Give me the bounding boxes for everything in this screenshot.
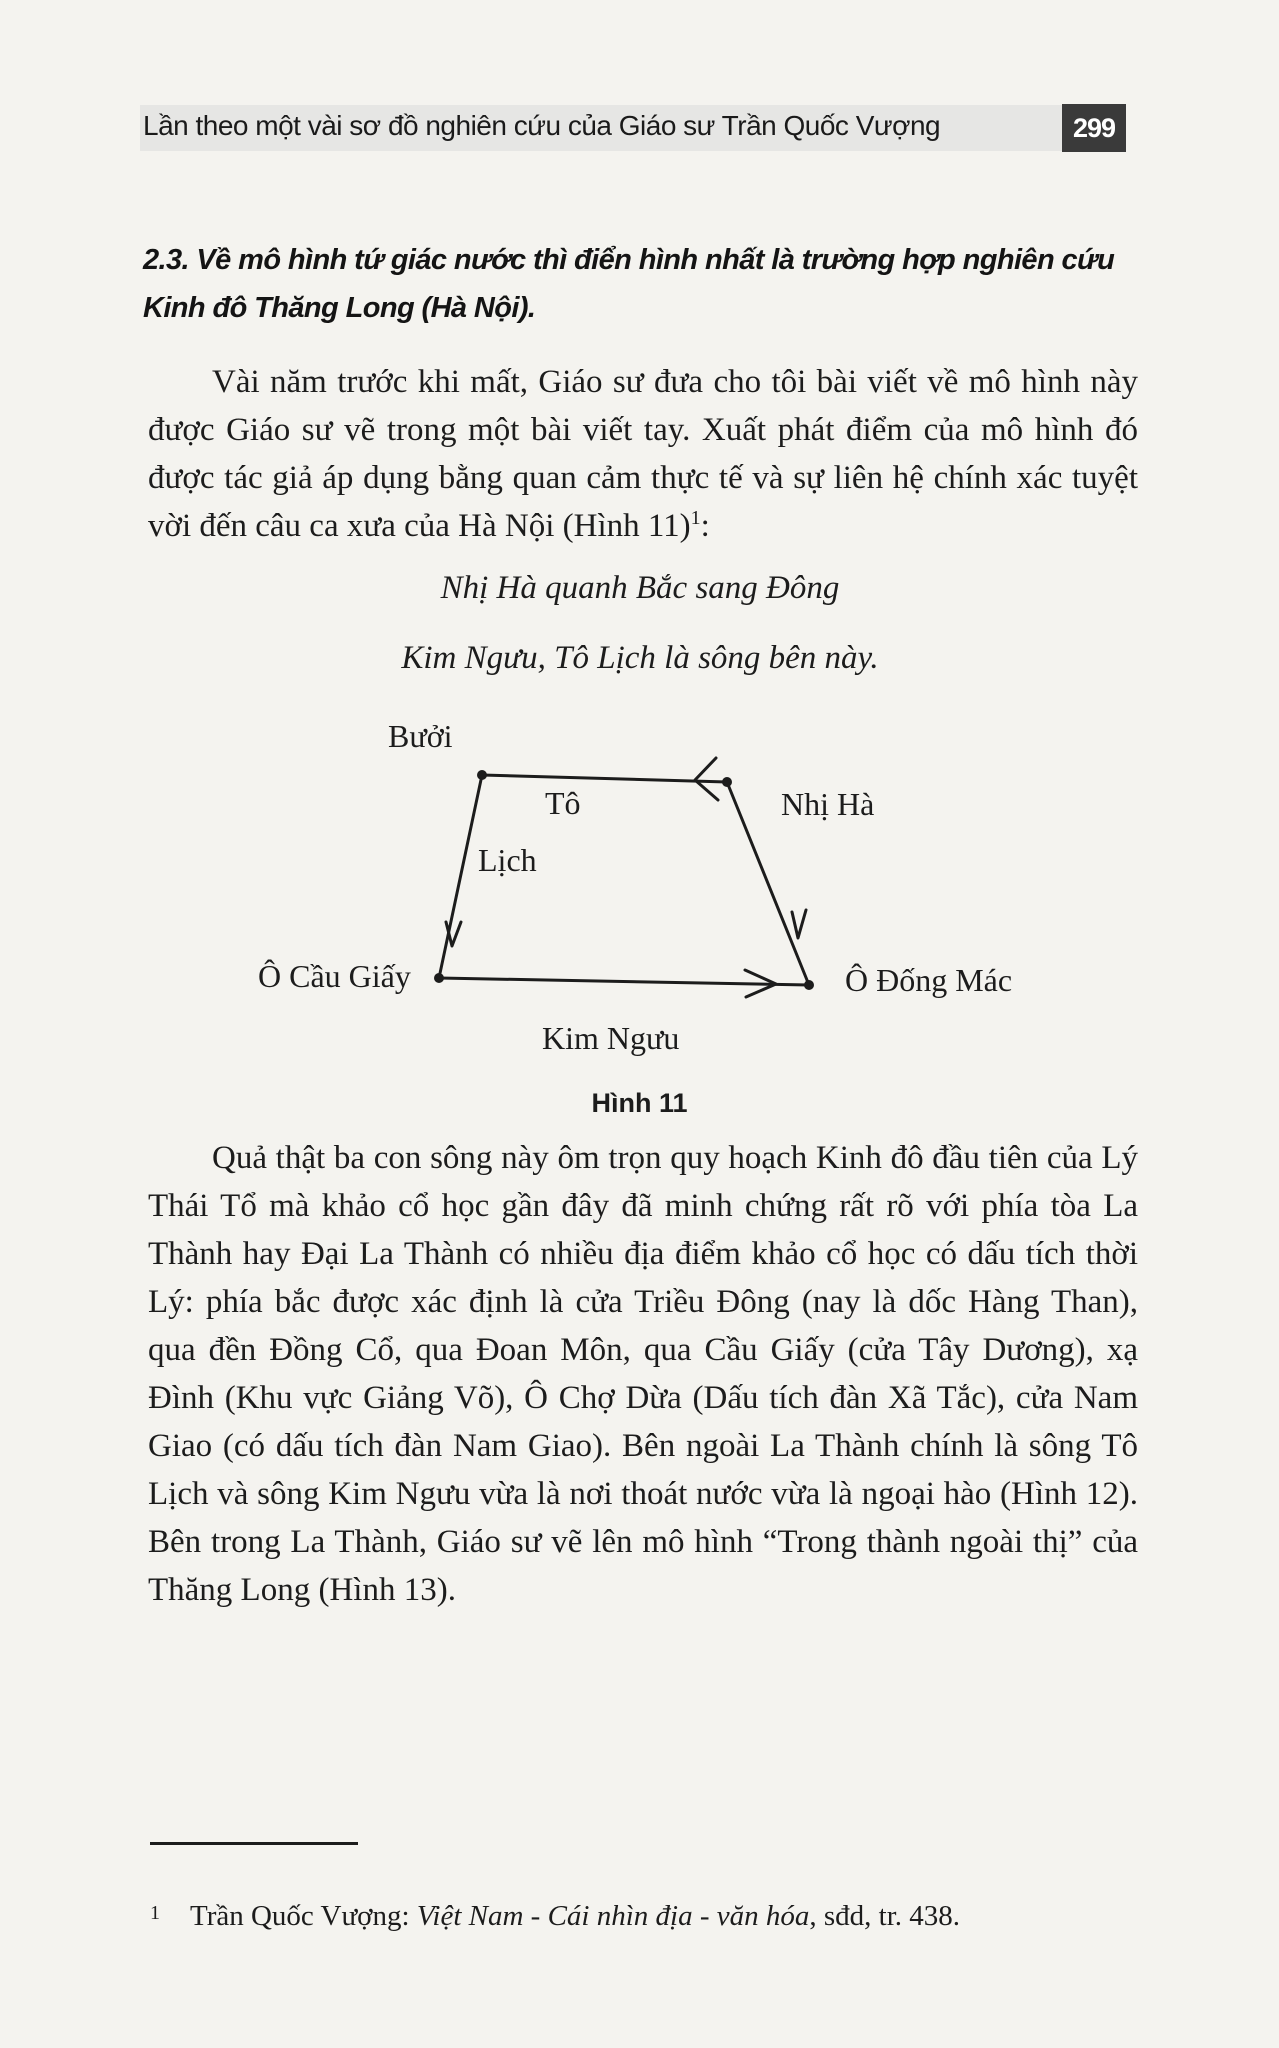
label-kim-nguu: Kim Ngưu: [542, 1020, 680, 1056]
label-lich: Lịch: [478, 842, 537, 878]
verse-line-2: Kim Ngưu, Tô Lịch là sông bên này.: [401, 640, 879, 676]
kim-nguu-river: [439, 978, 809, 985]
section-heading: 2.3. Về mô hình tứ giác nước thì điển hình nhất là trường hợp nghiên cứu Kinh đô Thăng Long (Hà Nội).: [143, 244, 1115, 324]
paragraph-1: [148, 358, 1138, 550]
label-nhi-ha: Nhị Hà: [781, 786, 875, 822]
paragraph-1-text: Vài năm trước khi mất, Giáo sư đưa cho tôi bài viết về mô hình này được Giáo sư vẽ trong một bài viết tay. Xuất phát điểm của mô hình đó được tác giả áp dụng bằng quan cảm thực tế và sự liên hệ chính xác tuyệt vời đến câu ca xưa của Hà Nội (Hình 11): [148, 364, 1138, 544]
to-lich-river-left: [439, 775, 482, 978]
arrow-right-icon: [792, 910, 806, 938]
to-lich-river-top: [482, 775, 727, 782]
paragraph-2: Quả thật ba con sông này ôm trọn quy hoạch Kinh đô đầu tiên của Lý Thái Tổ mà khảo cổ học gần đây đã minh chứng rất rõ với phía tòa La Thành hay Đại La Thành có nhiều địa điểm khảo cổ học có dấu tích thời Lý: phía bắc được xác định là cửa Triều Đông (nay là dốc Hàng Than), qua đền Đồng Cổ, qua Đoan Môn, qua Cầu Giấy (cửa Tây Dương), xạ Đình (Khu vực Giảng Võ), Ô Chợ Dừa (Dấu tích đàn Xã Tắc), cửa Nam Giao (có dấu tích đàn Nam Giao). Bên ngoài La Thành chính là sông Tô Lịch và sông Kim Ngưu vừa là nơi thoát nước vừa là ngoại hào (Hình 12). Bên trong La Thành, Giáo sư vẽ lên mô hình “Trong thành ngoài thị” của Thăng Long (Hình 13).: [148, 1140, 1138, 1608]
page-number: 299: [1062, 104, 1126, 152]
footnote-reference: 1: [690, 507, 701, 529]
footnote: [150, 1900, 960, 1933]
node-o-dong-mac: [804, 980, 814, 990]
paragraph-1-ending: :: [700, 508, 710, 544]
arrow-top-icon: [695, 758, 718, 800]
footnote-rest: , sđd, tr. 438.: [809, 1900, 961, 1932]
node-o-cau-giay: [434, 973, 444, 983]
footnote-author: Trần Quốc Vượng:: [190, 1900, 417, 1932]
running-title: Lần theo một vài sơ đồ nghiên cứu của Giáo sư Trần Quốc Vượng: [143, 110, 941, 141]
node-buoi: [477, 770, 487, 780]
node-nhi-ha-bend: [722, 777, 732, 787]
label-to: Tô: [545, 785, 581, 821]
arrow-bottom-icon: [745, 970, 776, 997]
arrow-left-icon: [446, 922, 461, 946]
footnote-number: 1: [150, 1902, 160, 1924]
label-o-cau-giay: Ô Cầu Giấy: [258, 958, 411, 994]
verse-line-1: Nhị Hà quanh Bắc sang Đông: [440, 570, 840, 606]
footnote-title: Việt Nam - Cái nhìn địa - văn hóa: [416, 1900, 810, 1932]
label-o-dong-mac: Ô Đống Mác: [845, 962, 1013, 998]
figure-caption: Hình 11: [591, 1088, 688, 1118]
label-buoi: Bưởi: [388, 718, 453, 754]
footnote-divider: [150, 1842, 358, 1845]
